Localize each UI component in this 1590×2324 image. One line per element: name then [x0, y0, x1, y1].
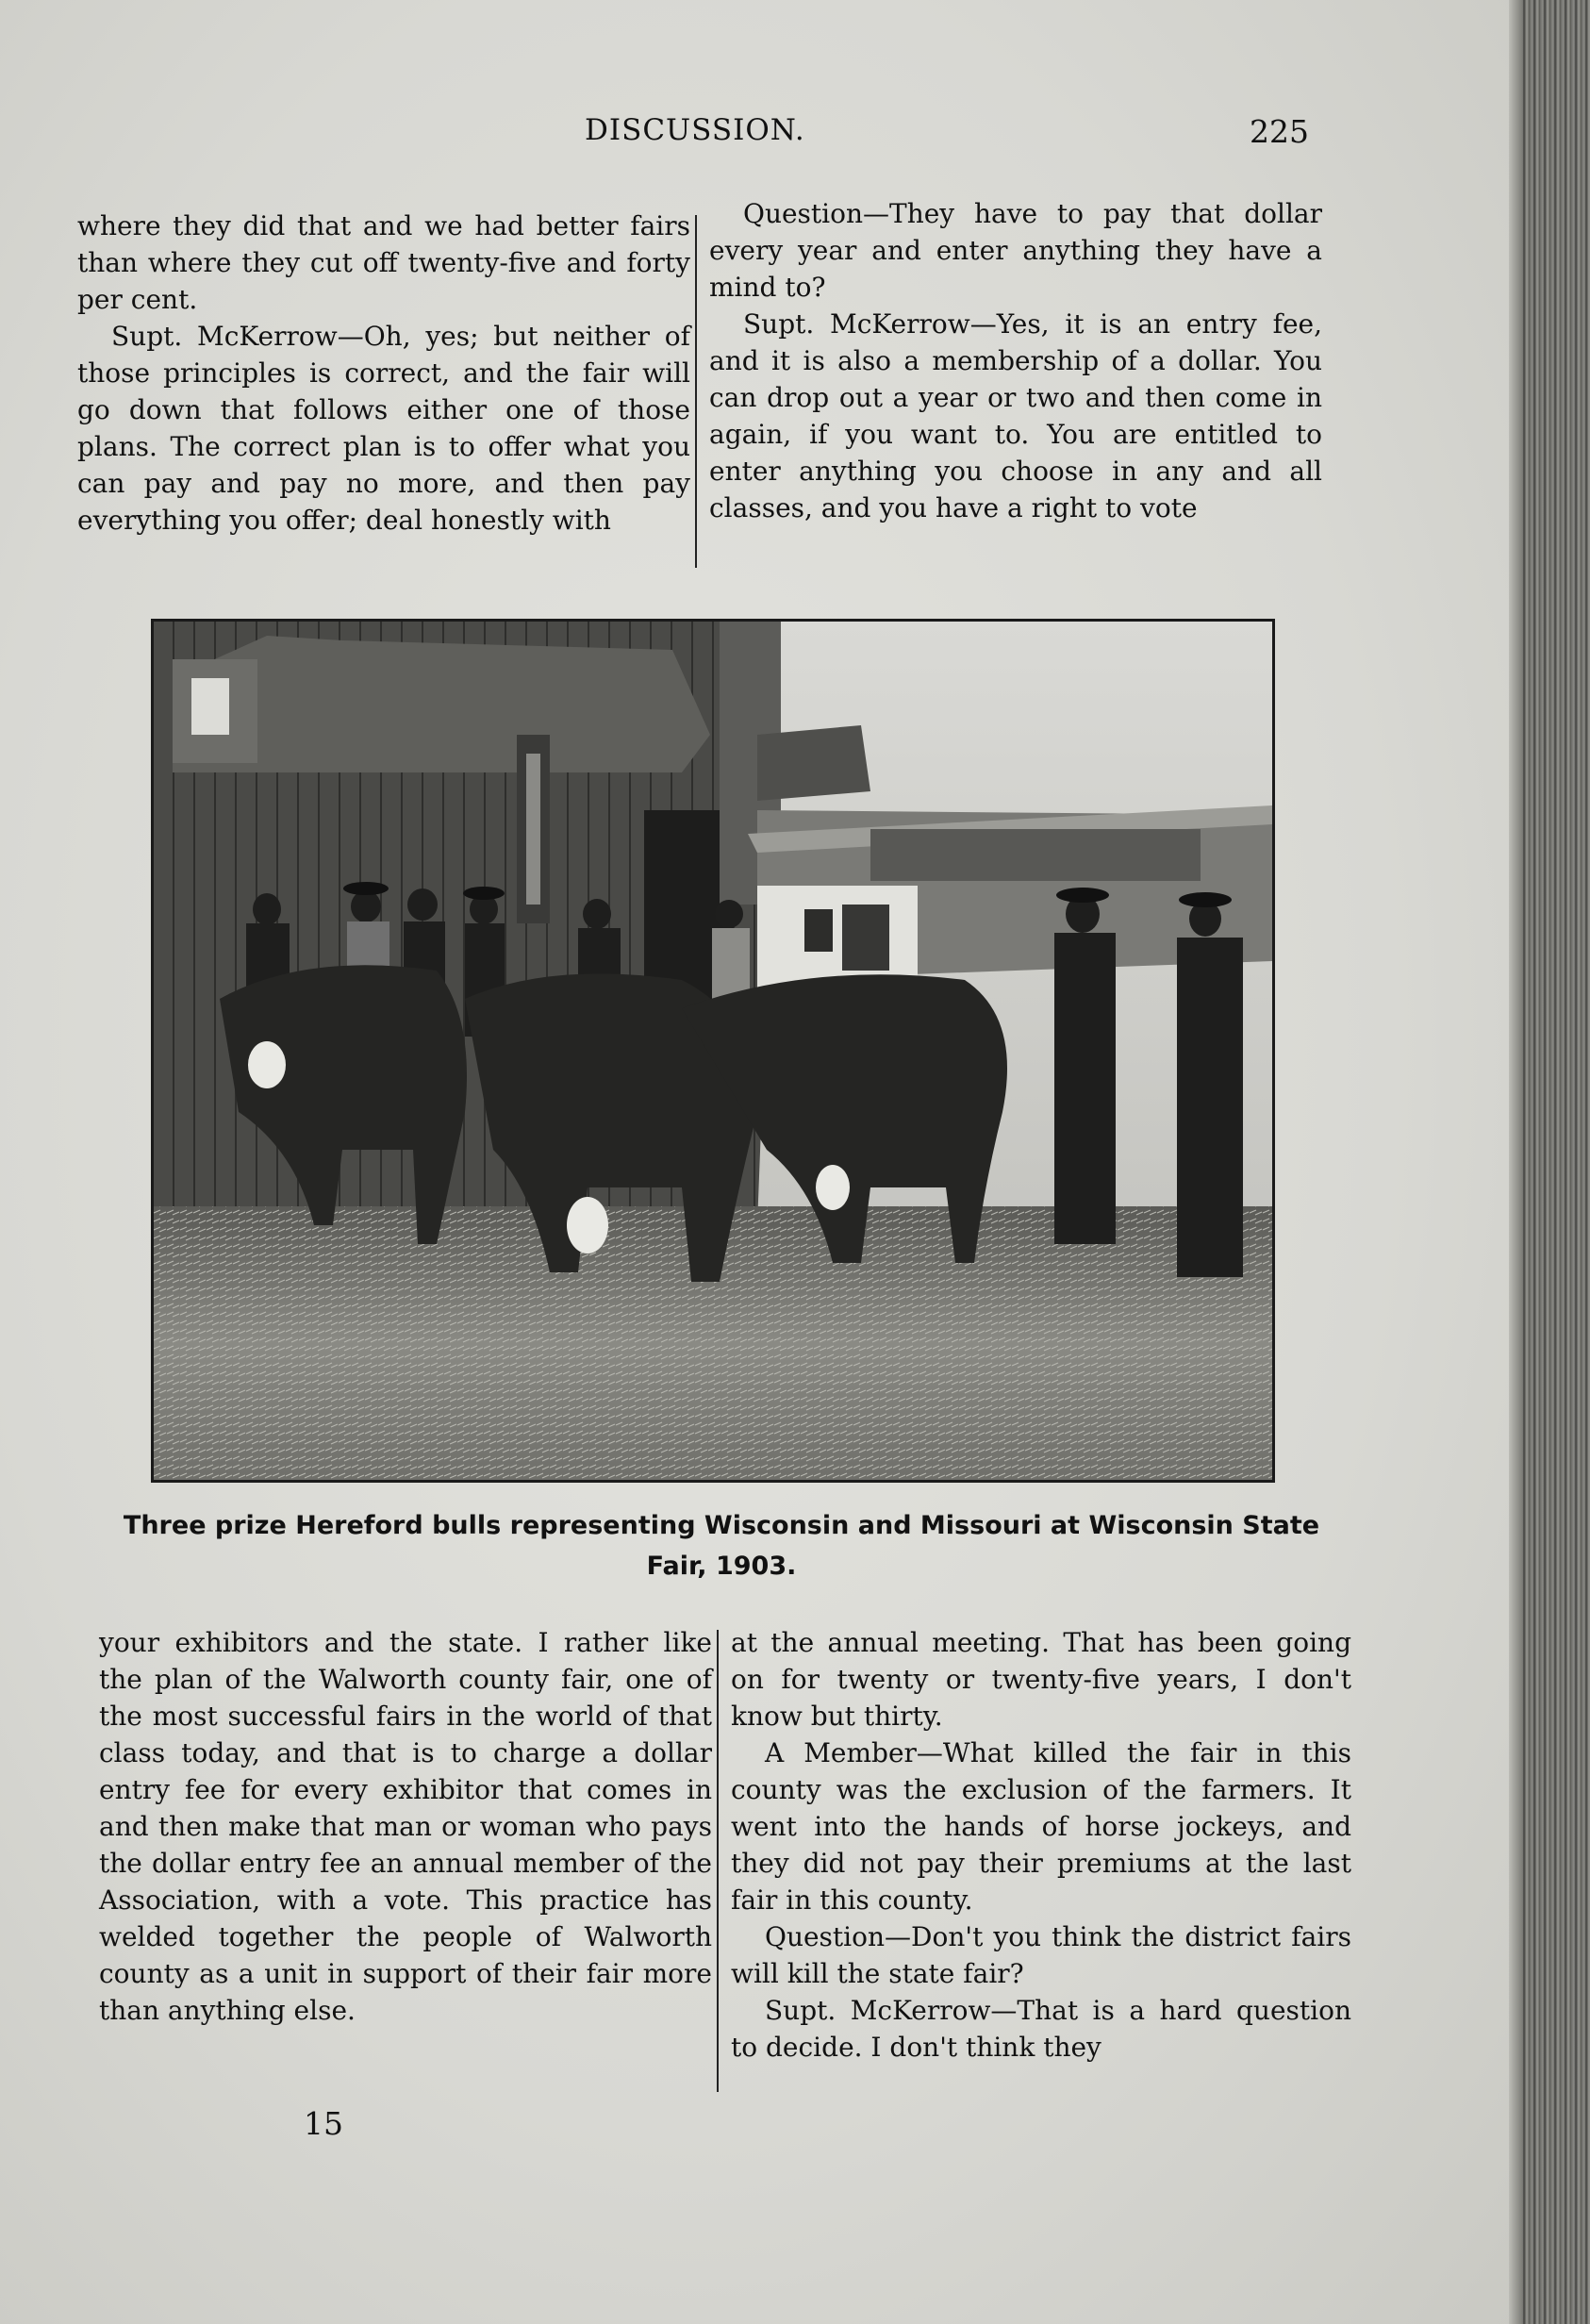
page-number: 225 [1250, 113, 1309, 150]
photo-illustration [154, 622, 1272, 1480]
bottom-right-column [731, 1624, 1351, 2066]
top-right-column [709, 195, 1322, 526]
book-page-edge [1509, 0, 1590, 2324]
signature-number: 15 [304, 2105, 343, 2142]
figure-caption: Three prize Hereford bulls representing Wisconsin and Missouri at Wisconsin State Fair, 1903. [123, 1511, 1320, 1581]
paragraph: where they did that and we had better fairs than where they cut off twenty-five and forty per cent. [77, 210, 690, 315]
paragraph: Supt. McKerrow—Oh, yes; but neither of those principles is correct, and the fair will go down that follows either one of those plans. The correct plan is to offer what you can pay and pay no more, and then pay everything you offer; deal honestly with [77, 321, 690, 536]
top-left-column [77, 208, 690, 539]
hereford-bulls-photograph [151, 619, 1275, 1483]
paragraph: at the annual meeting. That has been going on for twenty or twenty-five years, I don't know but thirty. [731, 1627, 1351, 1732]
column-rule-top [695, 215, 697, 568]
bottom-left-column [99, 1624, 712, 2029]
paragraph: Question—Don't you think the district fairs will kill the state fair? [731, 1921, 1351, 1989]
paragraph: A Member—What killed the fair in this county was the exclusion of the farmers. It went into the hands of horse jockeys, and they did not pay their premiums at the last fair in this county. [731, 1737, 1351, 1916]
paragraph: Supt. McKerrow—That is a hard question to decide. I don't think they [731, 1995, 1351, 2063]
paragraph: your exhibitors and the state. I rather like the plan of the Walworth county fair, one of the most successful fairs in the world of that class today, and that is to charge a dollar entry fee for every exhibitor that comes in and then make that man or woman who pays the dollar entry fee an annual member of the Association, with a vote. This practice has welded together the people of Walworth county as a unit in support of their fair more than anything else. [99, 1627, 712, 2026]
running-title: DISCUSSION. [585, 113, 805, 147]
column-rule-bottom [717, 1630, 719, 2092]
paragraph: Question—They have to pay that dollar every year and enter anything they have a mind to? [709, 198, 1322, 303]
paragraph: Supt. McKerrow—Yes, it is an entry fee, and it is also a membership of a dollar. You can drop out a year or two and then come in again, if you want to. You are entitled to enter anything you choose in any and all classes, and you have a right to vote [709, 308, 1322, 523]
